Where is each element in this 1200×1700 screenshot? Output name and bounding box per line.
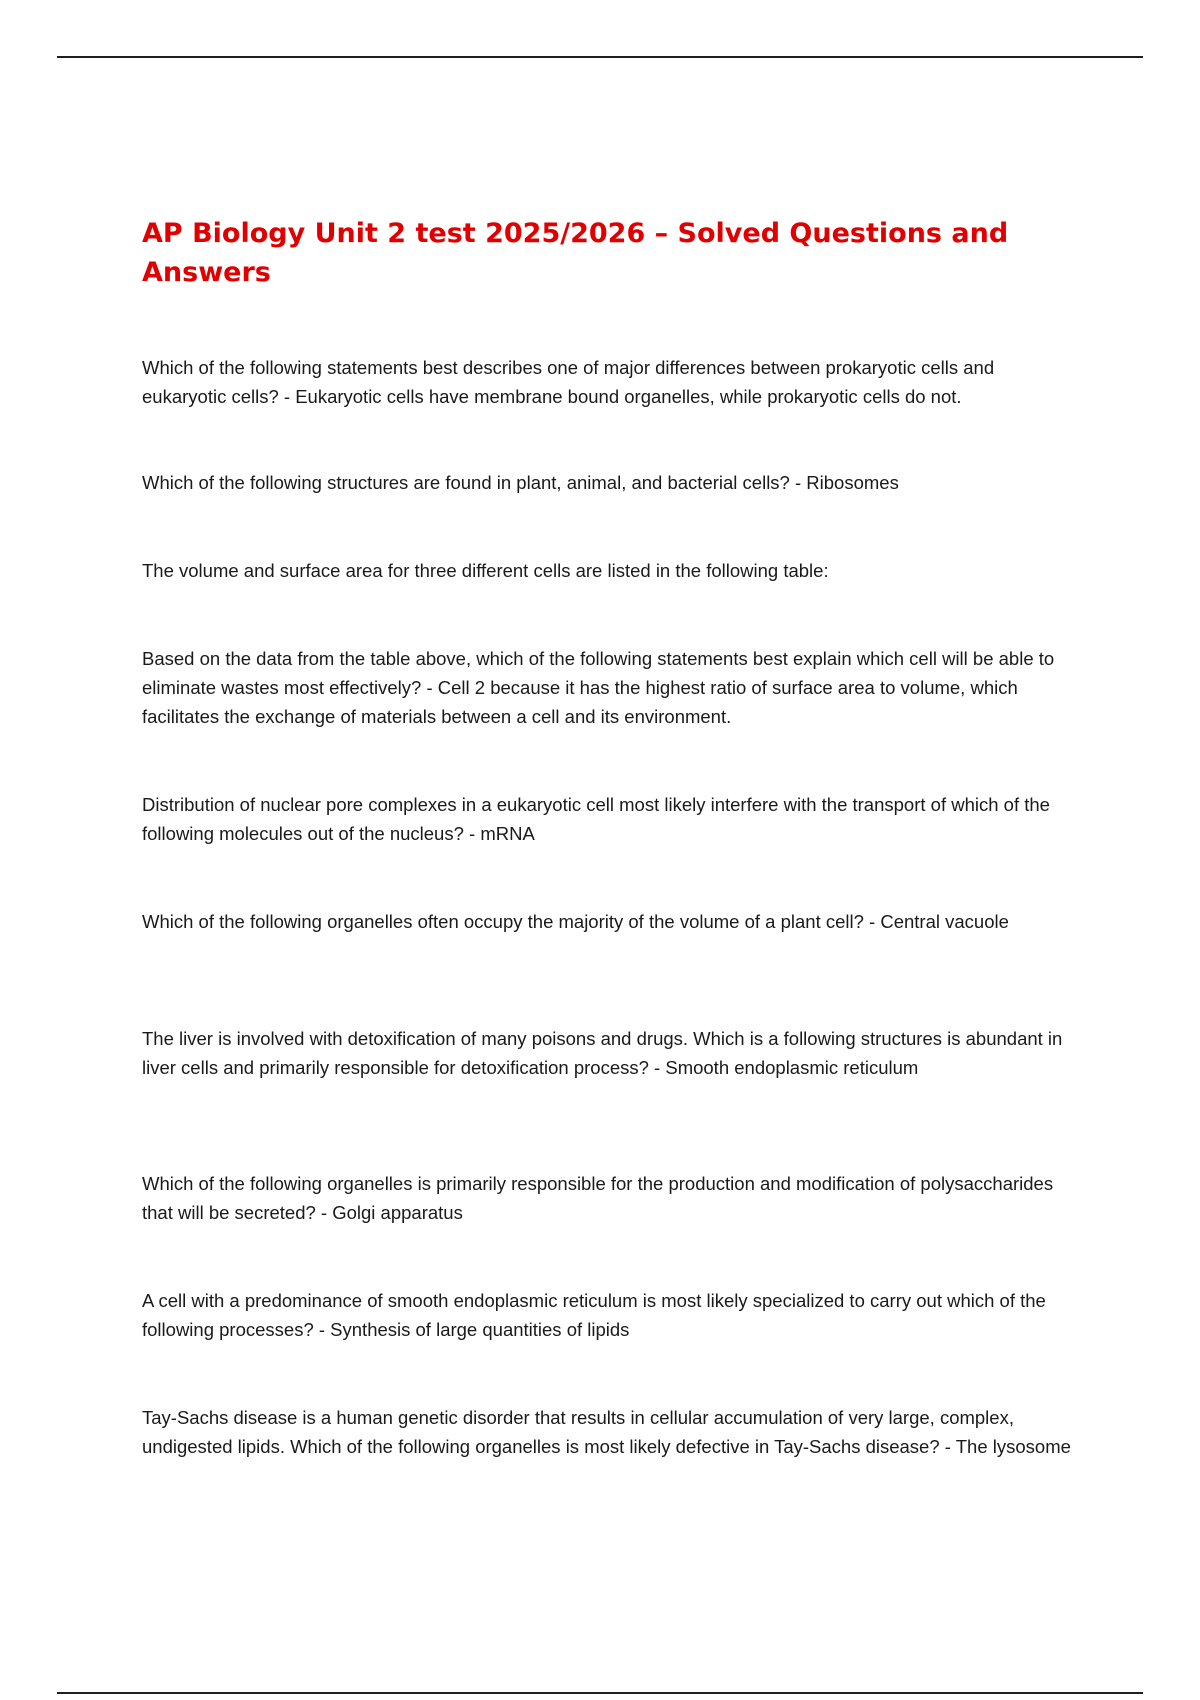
qa-item-2: Which of the following structures are found in plant, animal, and bacterial cells? - Ribosomes (142, 472, 899, 493)
qa-item-1: Which of the following statements best describes one of major differences between prokaryotic cells and eukaryotic cells? - Eukaryotic cells have membrane bound organelles, while prokaryotic cells do not. (142, 357, 995, 407)
qa-item-10: Tay-Sachs disease is a human genetic disorder that results in cellular accumulation of very large, complex, undigested lipids. Which of the following organelles is most likely defective in Tay-Sachs disease? - The lysosome (142, 1407, 1071, 1457)
bottom-rule (57, 1692, 1143, 1694)
qa-item-8: Which of the following organelles is primarily responsible for the production and modification of polysaccharides that will be secreted? - Golgi apparatus (142, 1173, 1054, 1223)
qa-item-5: Distribution of nuclear pore complexes in a eukaryotic cell most likely interfere with the transport of which of the following molecules out of the nucleus? - mRNA (142, 794, 1050, 844)
top-rule (57, 56, 1143, 58)
qa-item-4: Based on the data from the table above, which of the following statements best explain which cell will be able to eliminate wastes most effectively? - Cell 2 because it has the highest ratio of surface area to volume, which facilitates the exchange of materials between a cell and its environment. (142, 648, 1055, 727)
qa-item-7: The liver is involved with detoxification of many poisons and drugs. Which is a following structures is abundant in liver cells and primarily responsible for detoxification process? - Smooth endoplasmic reticulum (142, 1028, 1063, 1078)
qa-item-3: The volume and surface area for three different cells are listed in the following table: (142, 560, 829, 581)
qa-item-6: Which of the following organelles often occupy the majority of the volume of a plant cell? - Central vacuole (142, 911, 1009, 932)
document-title: AP Biology Unit 2 test 2025/2026 – Solved Questions and Answers (142, 218, 1009, 288)
qa-item-9: A cell with a predominance of smooth endoplasmic reticulum is most likely specialized to carry out which of the following processes? - Synthesis of large quantities of lipids (142, 1290, 1046, 1340)
